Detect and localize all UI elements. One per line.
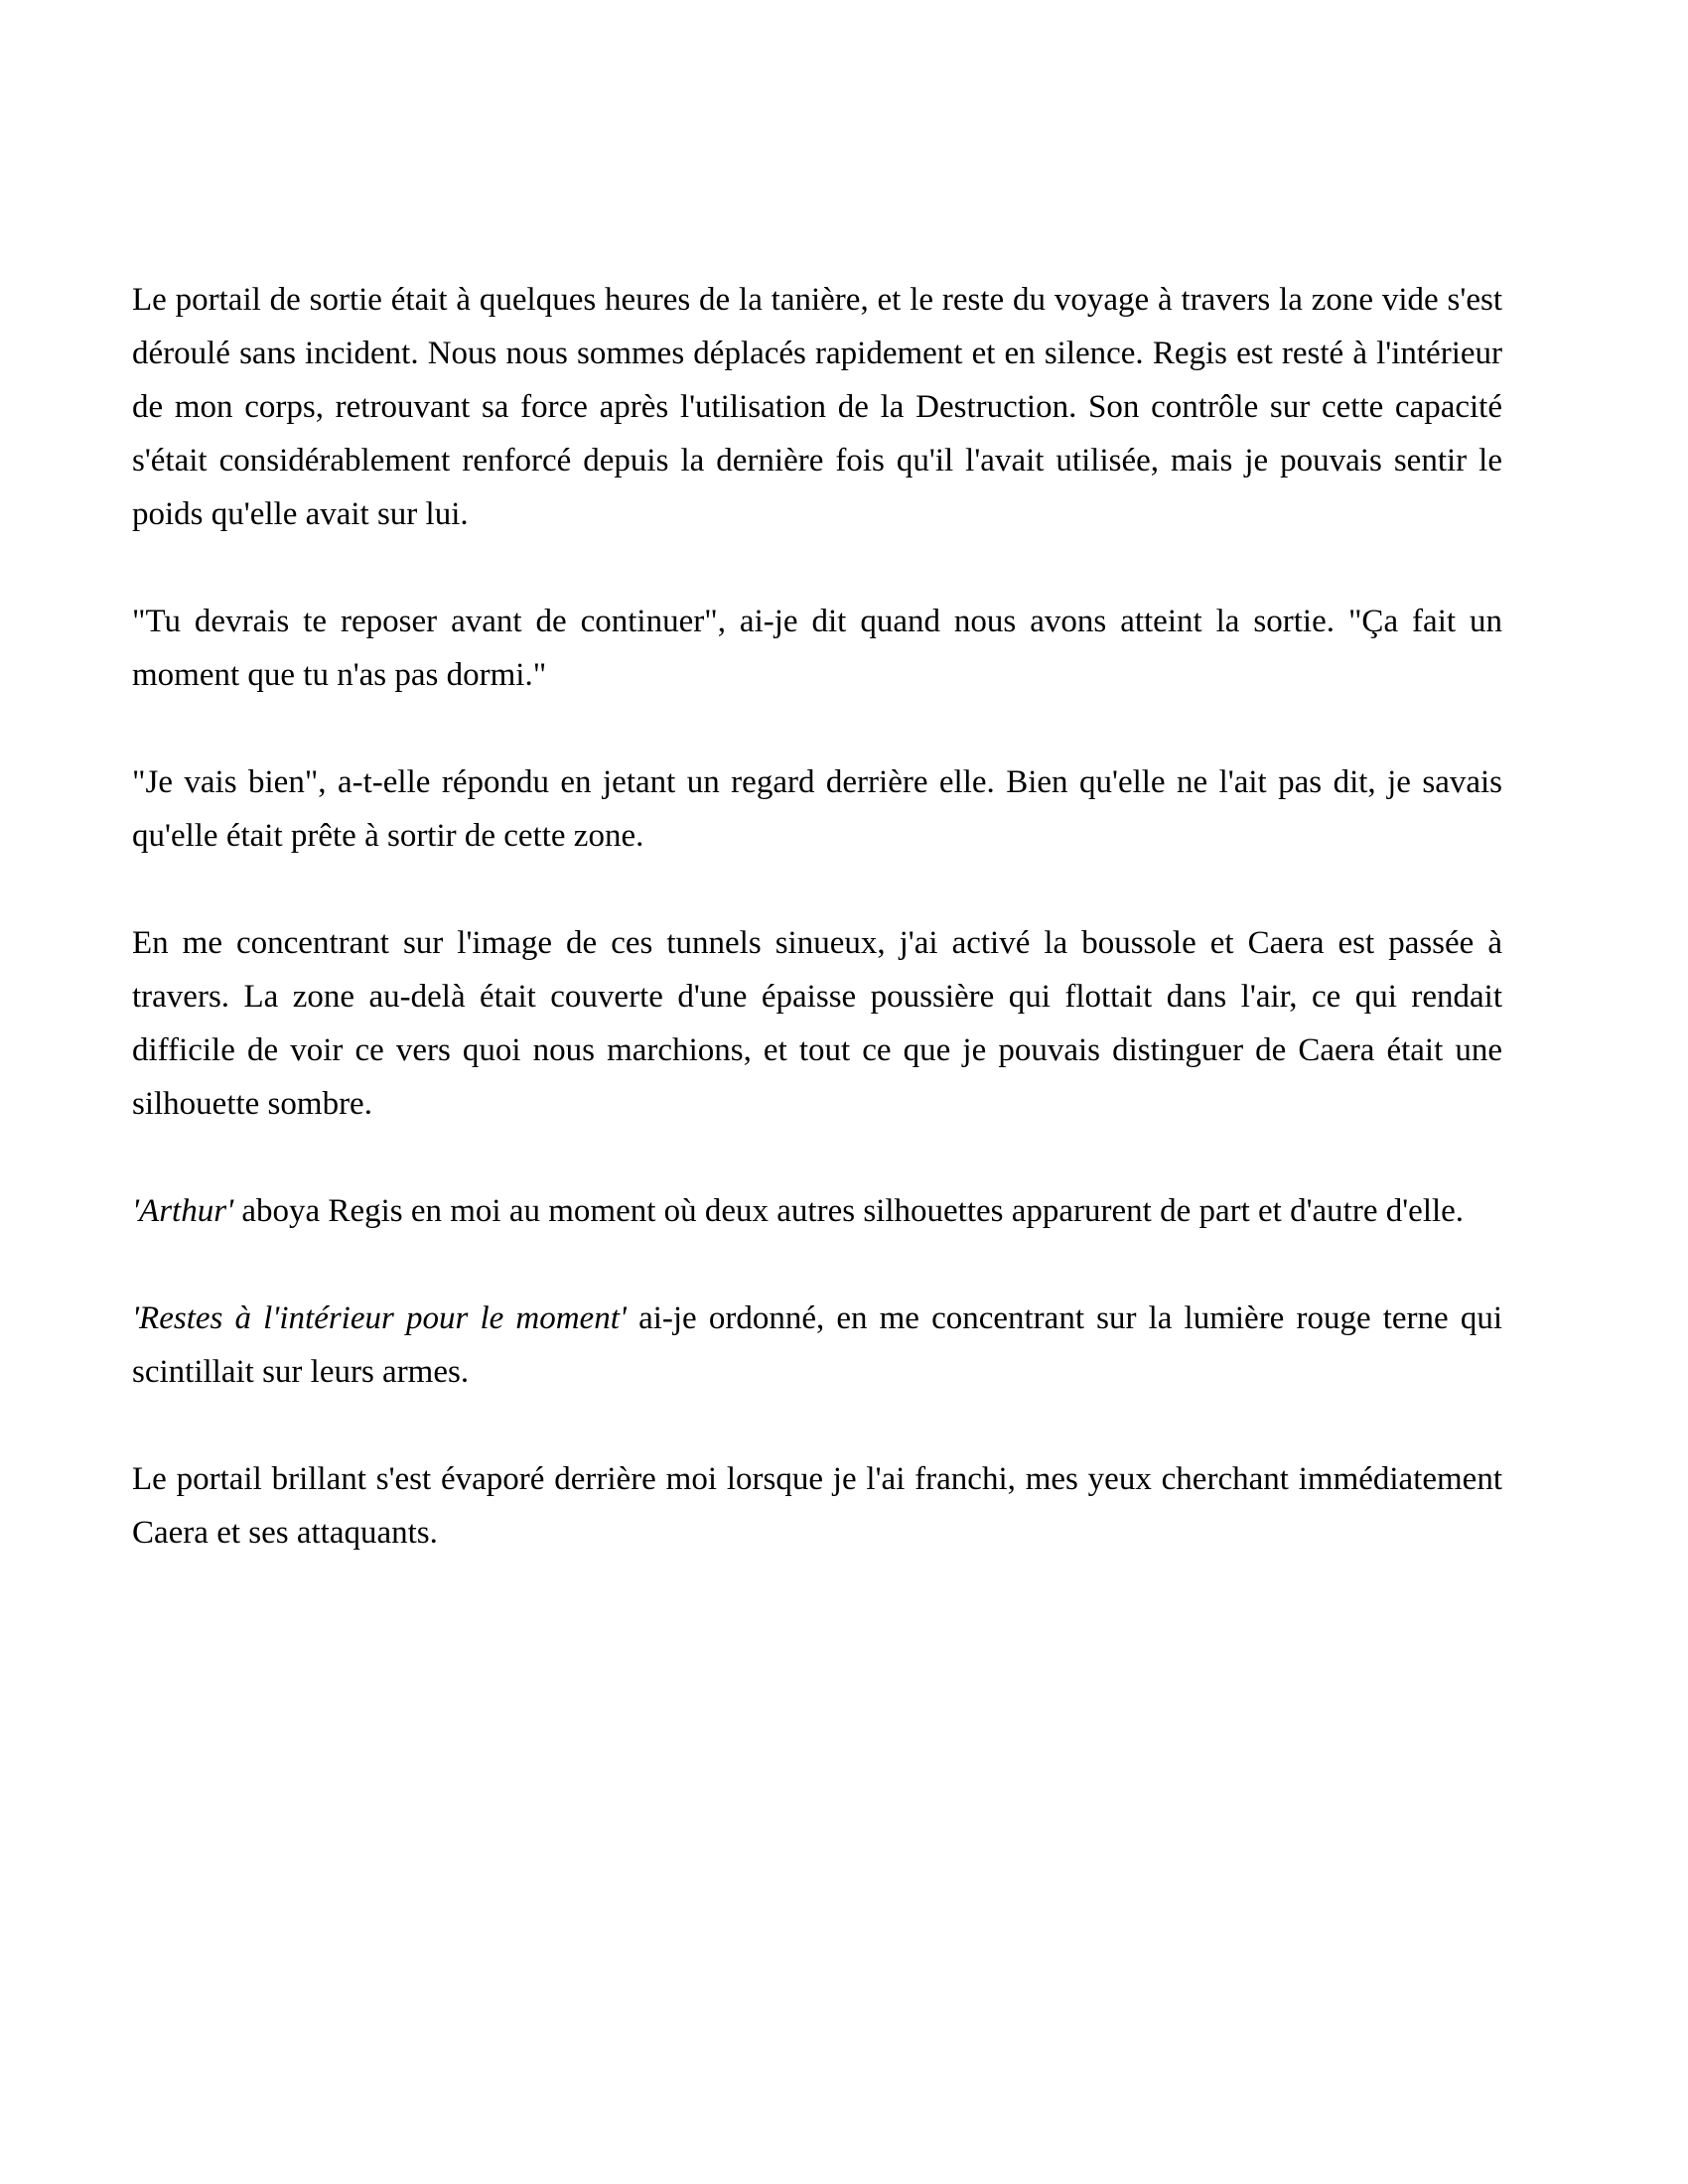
text-run: ai-je ordonné, en me concentrant sur la lumière rouge terne qui scintillait sur leurs armes. (132, 1300, 1502, 1390)
text-run: aboya Regis en moi au moment où deux autres silhouettes apparurent de part et d'autre d'elle. (233, 1193, 1465, 1229)
text-run: Le portail brillant s'est évaporé derrière moi lorsque je l'ai franchi, mes yeux cherchant immédiatement Caera et ses attaquants. (132, 1461, 1502, 1551)
paragraph-2 (132, 595, 1502, 702)
paragraph-6 (132, 1292, 1502, 1399)
text-run: Le portail de sortie était à quelques heures de la tanière, et le reste du voyage à travers la zone vide s'est déroulé sans incident. Nous nous sommes déplacés rapidement et en silence. Regis est resté à l'intérieur de mon corps, retrouvant sa force après l'utilisation de la Destruction. Son contrôle sur cette capacité s'était considérablement renforcé depuis la dernière fois qu'il l'avait utilisée, mais je pouvais sentir le poids qu'elle avait sur lui. (132, 282, 1502, 532)
page-text-content (132, 273, 1502, 1560)
italic-text-run: 'Arthur' (132, 1193, 234, 1229)
paragraph-7 (132, 1452, 1502, 1560)
text-run: "Je vais bien", a-t-elle répondu en jetant un regard derrière elle. Bien qu'elle ne l'ait pas dit, je savais qu'elle était prête à sortir de cette zone. (132, 764, 1502, 854)
paragraph-4 (132, 916, 1502, 1131)
text-run: En me concentrant sur l'image de ces tunnels sinueux, j'ai activé la boussole et Caera est passée à travers. La zone au-delà était couverte d'une épaisse poussière qui flottait dans l'air, ce qui rendait difficile de voir ce vers quoi nous marchions, et tout ce que je pouvais distinguer de Caera était une silhouette sombre. (132, 925, 1502, 1122)
italic-text-run: 'Restes à l'intérieur pour le moment' (132, 1300, 627, 1336)
text-run: "Tu devrais te reposer avant de continuer", ai-je dit quand nous avons atteint la sortie. "Ça fait un moment que tu n'as pas dormi." (132, 604, 1502, 693)
paragraph-1 (132, 273, 1502, 541)
paragraph-5 (132, 1184, 1502, 1238)
paragraph-3 (132, 755, 1502, 863)
